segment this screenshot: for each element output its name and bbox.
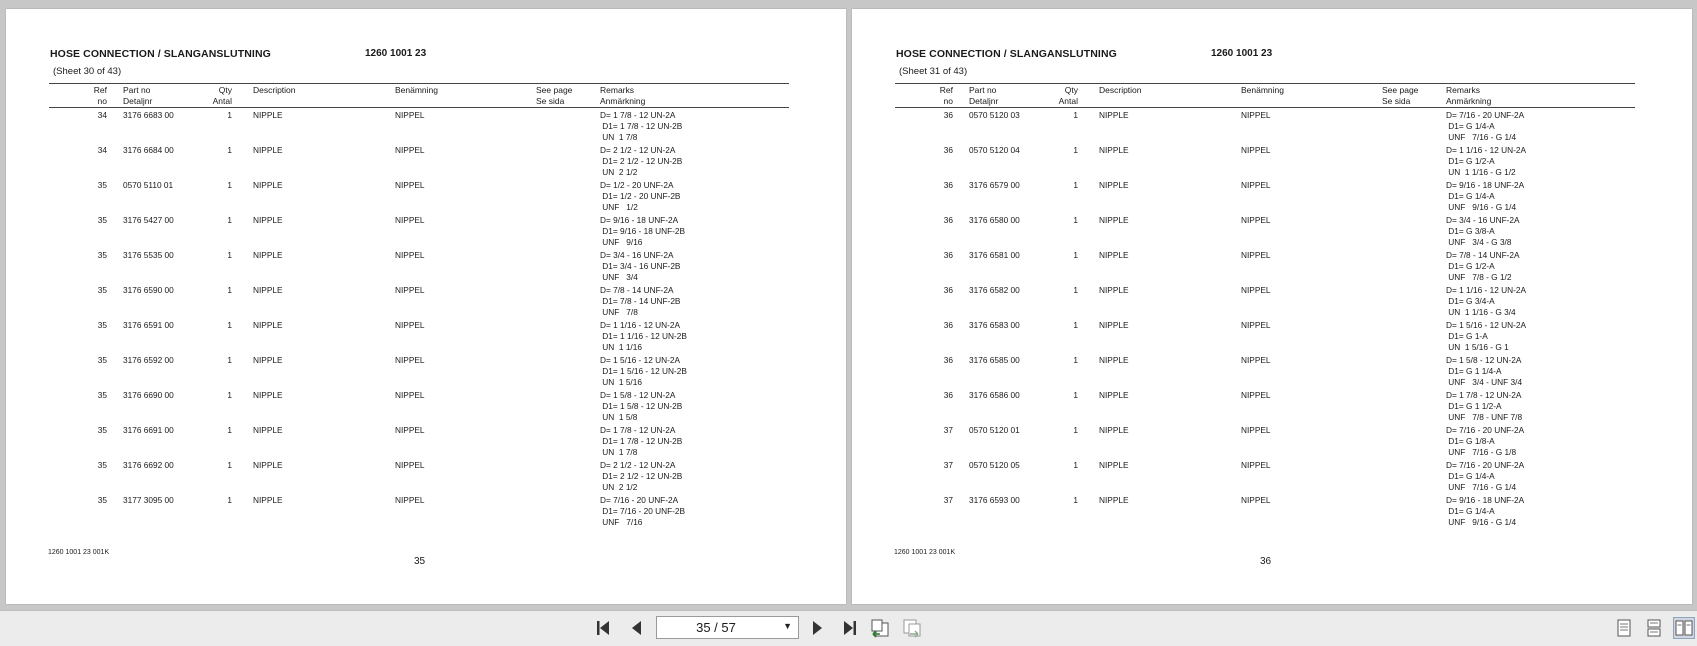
ref-no: 34 — [97, 110, 107, 120]
qty: 1 — [227, 180, 232, 190]
remarks: D= 7/16 - 20 UNF-2A D1= G 1/4-A UNF 7/16 - G 1/4 — [1446, 460, 1525, 492]
remarks: D= 2 1/2 - 12 UN-2A D1= 2 1/2 - 12 UN-2B UN 2 1/2 — [600, 145, 683, 177]
chevron-down-icon: ▼ — [783, 621, 792, 631]
part-no: 3176 6583 00 — [969, 320, 1020, 330]
header-top-rule — [895, 83, 1635, 84]
benamning: NIPPEL — [395, 285, 425, 295]
qty: 1 — [1073, 425, 1078, 435]
benamning: NIPPEL — [395, 145, 425, 155]
ref-no: 34 — [97, 145, 107, 155]
header-see-page: See page Se sida — [536, 85, 573, 106]
benamning: NIPPEL — [395, 215, 425, 225]
benamning: NIPPEL — [1241, 285, 1271, 295]
benamning: NIPPEL — [1241, 320, 1271, 330]
description: NIPPLE — [253, 320, 283, 330]
benamning: NIPPEL — [395, 390, 425, 400]
benamning: NIPPEL — [395, 250, 425, 260]
last-page-icon — [839, 620, 857, 636]
benamning: NIPPEL — [1241, 250, 1271, 260]
first-page-icon — [596, 620, 614, 636]
remarks: D= 1 5/16 - 12 UN-2A D1= G 1-A UN 1 5/16 - G 1 — [1446, 320, 1527, 352]
qty: 1 — [227, 355, 232, 365]
description: NIPPLE — [253, 215, 283, 225]
ref-no: 35 — [97, 425, 107, 435]
benamning: NIPPEL — [1241, 355, 1271, 365]
qty: 1 — [1073, 285, 1078, 295]
table-row — [6, 425, 846, 459]
ref-no: 35 — [97, 320, 107, 330]
part-no: 3176 6590 00 — [123, 285, 174, 295]
benamning: NIPPEL — [1241, 390, 1271, 400]
header-benamning: Benämning — [1241, 85, 1285, 95]
qty: 1 — [1073, 355, 1078, 365]
benamning: NIPPEL — [395, 460, 425, 470]
document-number: 1260 1001 23 — [365, 48, 427, 59]
ref-no: 35 — [97, 355, 107, 365]
part-no: 0570 5120 03 — [969, 110, 1020, 120]
benamning: NIPPEL — [1241, 145, 1271, 155]
part-no: 0570 5110 01 — [123, 180, 174, 190]
table-row — [852, 215, 1692, 249]
description: NIPPLE — [1099, 285, 1129, 295]
qty: 1 — [1073, 460, 1078, 470]
part-no: 3176 6684 00 — [123, 145, 174, 155]
remarks: D= 9/16 - 18 UNF-2A D1= 9/16 - 18 UNF-2B UNF 9/16 — [600, 215, 686, 247]
part-no: 3176 6593 00 — [969, 495, 1020, 505]
table-row — [6, 110, 846, 144]
description: NIPPLE — [1099, 425, 1129, 435]
part-no: 3176 6591 00 — [123, 320, 174, 330]
table-row — [6, 355, 846, 389]
ref-no: 35 — [97, 285, 107, 295]
table-row — [6, 285, 846, 319]
table-row — [852, 145, 1692, 179]
benamning: NIPPEL — [1241, 495, 1271, 505]
table-row — [6, 145, 846, 179]
description: NIPPLE — [1099, 390, 1129, 400]
table-row — [852, 355, 1692, 389]
ref-no: 35 — [97, 495, 107, 505]
part-no: 3176 6580 00 — [969, 215, 1020, 225]
description: NIPPLE — [1099, 355, 1129, 365]
previous-view-icon — [870, 618, 890, 638]
ref-no: 36 — [943, 390, 953, 400]
qty: 1 — [1073, 215, 1078, 225]
qty: 1 — [227, 145, 232, 155]
ref-no: 35 — [97, 250, 107, 260]
table-row — [6, 250, 846, 284]
part-no: 3176 6690 00 — [123, 390, 174, 400]
next-view-button[interactable] — [902, 618, 922, 638]
qty: 1 — [1073, 110, 1078, 120]
description: NIPPLE — [1099, 320, 1129, 330]
page-36 — [852, 9, 1692, 604]
benamning: NIPPEL — [395, 180, 425, 190]
ref-no: 36 — [943, 110, 953, 120]
part-no: 0570 5120 05 — [969, 460, 1020, 470]
remarks: D= 9/16 - 18 UNF-2A D1= G 1/4-A UNF 9/16 - G 1/4 — [1446, 180, 1525, 212]
table-row — [852, 320, 1692, 354]
continuous-scroll-view-icon — [1646, 619, 1662, 637]
header-bottom-rule — [895, 107, 1635, 108]
ref-no: 35 — [97, 215, 107, 225]
table-row — [6, 460, 846, 494]
header-part-no: Part no Detaljnr — [969, 85, 999, 106]
benamning: NIPPEL — [1241, 460, 1271, 470]
ref-no: 36 — [943, 355, 953, 365]
part-no: 3176 6692 00 — [123, 460, 174, 470]
remarks: D= 2 1/2 - 12 UN-2A D1= 2 1/2 - 12 UN-2B UN 2 1/2 — [600, 460, 683, 492]
single-page-view-icon — [1616, 619, 1632, 637]
next-view-icon — [902, 618, 922, 638]
header-qty: Qty Antal — [1058, 85, 1078, 106]
page-title: HOSE CONNECTION / SLANGANSLUTNING — [896, 48, 1117, 60]
header-bottom-rule — [49, 107, 789, 108]
table-row — [6, 495, 846, 529]
last-page-button[interactable] — [838, 618, 858, 638]
footer-code: 1260 1001 23 001K — [894, 549, 956, 556]
remarks: D= 1 7/8 - 12 UN-2A D1= G 1 1/2-A UNF 7/8 - UNF 7/8 — [1446, 390, 1523, 422]
qty: 1 — [227, 320, 232, 330]
sheet-info: (Sheet 30 of 43) — [53, 66, 122, 77]
remarks: D= 1/2 - 20 UNF-2A D1= 1/2 - 20 UNF-2B UNF 1/2 — [600, 180, 681, 212]
remarks: D= 3/4 - 16 UNF-2A D1= 3/4 - 16 UNF-2B UNF 3/4 — [600, 250, 681, 282]
qty: 1 — [1073, 390, 1078, 400]
page-title: HOSE CONNECTION / SLANGANSLUTNING — [50, 48, 271, 60]
page-35 — [6, 9, 846, 604]
table-row — [852, 250, 1692, 284]
description: NIPPLE — [1099, 145, 1129, 155]
page-number-select[interactable] — [656, 616, 799, 639]
ref-no: 36 — [943, 180, 953, 190]
remarks: D= 1 5/16 - 12 UN-2A D1= 1 5/16 - 12 UN-2B UN 1 5/16 — [600, 355, 687, 387]
first-page-button[interactable] — [595, 618, 615, 638]
ref-no: 37 — [943, 460, 953, 470]
table-row — [852, 180, 1692, 214]
part-no: 3176 5427 00 — [123, 215, 174, 225]
qty: 1 — [1073, 145, 1078, 155]
remarks: D= 7/16 - 20 UNF-2A D1= G 1/8-A UNF 7/16 - G 1/8 — [1446, 425, 1525, 457]
remarks: D= 1 1/16 - 12 UN-2A D1= G 3/4-A UN 1 1/16 - G 3/4 — [1446, 285, 1527, 317]
qty: 1 — [227, 250, 232, 260]
previous-view-button[interactable] — [870, 618, 890, 638]
ref-no: 36 — [943, 285, 953, 295]
benamning: NIPPEL — [1241, 110, 1271, 120]
page-number: 36 — [1260, 556, 1272, 567]
qty: 1 — [1073, 250, 1078, 260]
description: NIPPLE — [253, 460, 283, 470]
table-row — [852, 110, 1692, 144]
remarks: D= 3/4 - 16 UNF-2A D1= G 3/8-A UNF 3/4 - G 3/8 — [1446, 215, 1520, 247]
ref-no: 36 — [943, 250, 953, 260]
description: NIPPLE — [253, 250, 283, 260]
part-no: 0570 5120 04 — [969, 145, 1020, 155]
benamning: NIPPEL — [395, 320, 425, 330]
page-indicator: 35 / 57 — [696, 620, 736, 635]
two-page-view-icon — [1675, 619, 1693, 637]
qty: 1 — [1073, 320, 1078, 330]
table-row — [6, 390, 846, 424]
table-row — [6, 320, 846, 354]
remarks: D= 1 5/8 - 12 UN-2A D1= G 1 1/4-A UNF 3/4 - UNF 3/4 — [1446, 355, 1523, 387]
ref-no: 37 — [943, 495, 953, 505]
ref-no: 36 — [943, 320, 953, 330]
header-benamning: Benämning — [395, 85, 439, 95]
table-row — [6, 180, 846, 214]
qty: 1 — [227, 495, 232, 505]
benamning: NIPPEL — [395, 425, 425, 435]
remarks: D= 7/8 - 14 UNF-2A D1= G 1/2-A UNF 7/8 - G 1/2 — [1446, 250, 1520, 282]
part-no: 3176 6582 00 — [969, 285, 1020, 295]
part-no: 3176 6585 00 — [969, 355, 1020, 365]
qty: 1 — [1073, 495, 1078, 505]
ref-no: 36 — [943, 215, 953, 225]
remarks: D= 9/16 - 18 UNF-2A D1= G 1/4-A UNF 9/16 - G 1/4 — [1446, 495, 1525, 527]
remarks: D= 1 7/8 - 12 UN-2A D1= 1 7/8 - 12 UN-2B UN 1 7/8 — [600, 110, 683, 142]
description: NIPPLE — [1099, 250, 1129, 260]
remarks: D= 1 1/16 - 12 UN-2A D1= 1 1/16 - 12 UN-2B UN 1 1/16 — [600, 320, 687, 352]
table-row — [852, 460, 1692, 494]
navigation-toolbar — [0, 610, 1697, 646]
benamning: NIPPEL — [395, 495, 425, 505]
ref-no: 36 — [943, 145, 953, 155]
part-no: 3176 6586 00 — [969, 390, 1020, 400]
qty: 1 — [227, 215, 232, 225]
two-page-view-button[interactable] — [1673, 617, 1695, 639]
part-no: 0570 5120 01 — [969, 425, 1020, 435]
description: NIPPLE — [253, 390, 283, 400]
part-no: 3177 3095 00 — [123, 495, 174, 505]
description: NIPPLE — [253, 110, 283, 120]
table-row — [6, 215, 846, 249]
description: NIPPLE — [1099, 495, 1129, 505]
part-no: 3176 6683 00 — [123, 110, 174, 120]
header-top-rule — [49, 83, 789, 84]
continuous-view-button[interactable] — [1643, 617, 1665, 639]
description: NIPPLE — [1099, 110, 1129, 120]
remarks: D= 1 1/16 - 12 UN-2A D1= G 1/2-A UN 1 1/16 - G 1/2 — [1446, 145, 1527, 177]
header-part-no: Part no Detaljnr — [123, 85, 153, 106]
document-number: 1260 1001 23 — [1211, 48, 1273, 59]
page-number: 35 — [414, 556, 426, 567]
remarks: D= 1 5/8 - 12 UN-2A D1= 1 5/8 - 12 UN-2B UN 1 5/8 — [600, 390, 683, 422]
description: NIPPLE — [253, 355, 283, 365]
header-ref: Ref no — [939, 85, 953, 106]
sheet-info: (Sheet 31 of 43) — [899, 66, 968, 77]
table-row — [852, 425, 1692, 459]
benamning: NIPPEL — [1241, 180, 1271, 190]
qty: 1 — [1073, 180, 1078, 190]
previous-page-button[interactable] — [627, 618, 647, 638]
header-remarks: Remarks Anmärkning — [1446, 85, 1492, 106]
description: NIPPLE — [1099, 460, 1129, 470]
ref-no: 37 — [943, 425, 953, 435]
description: NIPPLE — [253, 285, 283, 295]
footer-code: 1260 1001 23 001K — [48, 549, 110, 556]
header-qty: Qty Antal — [212, 85, 232, 106]
ref-no: 35 — [97, 180, 107, 190]
ref-no: 35 — [97, 460, 107, 470]
qty: 1 — [227, 425, 232, 435]
benamning: NIPPEL — [1241, 215, 1271, 225]
qty: 1 — [227, 460, 232, 470]
remarks: D= 7/16 - 20 UNF-2A D1= 7/16 - 20 UNF-2B UNF 7/16 — [600, 495, 686, 527]
part-no: 3176 5535 00 — [123, 250, 174, 260]
header-remarks: Remarks Anmärkning — [600, 85, 646, 106]
benamning: NIPPEL — [395, 355, 425, 365]
table-row — [852, 390, 1692, 424]
description: NIPPLE — [1099, 215, 1129, 225]
header-description: Description — [253, 85, 296, 95]
description: NIPPLE — [1099, 180, 1129, 190]
remarks: D= 7/16 - 20 UNF-2A D1= G 1/4-A UNF 7/16 - G 1/4 — [1446, 110, 1525, 142]
next-page-icon — [810, 620, 824, 636]
single-page-view-button[interactable] — [1613, 617, 1635, 639]
benamning: NIPPEL — [1241, 425, 1271, 435]
part-no: 3176 6691 00 — [123, 425, 174, 435]
ref-no: 35 — [97, 390, 107, 400]
next-page-button[interactable] — [807, 618, 827, 638]
table-row — [852, 285, 1692, 319]
previous-page-icon — [630, 620, 644, 636]
remarks: D= 7/8 - 14 UNF-2A D1= 7/8 - 14 UNF-2B UNF 7/8 — [600, 285, 681, 317]
part-no: 3176 6579 00 — [969, 180, 1020, 190]
remarks: D= 1 7/8 - 12 UN-2A D1= 1 7/8 - 12 UN-2B UN 1 7/8 — [600, 425, 683, 457]
description: NIPPLE — [253, 145, 283, 155]
qty: 1 — [227, 110, 232, 120]
description: NIPPLE — [253, 495, 283, 505]
part-no: 3176 6592 00 — [123, 355, 174, 365]
qty: 1 — [227, 390, 232, 400]
table-row — [852, 495, 1692, 529]
description: NIPPLE — [253, 425, 283, 435]
description: NIPPLE — [253, 180, 283, 190]
header-ref: Ref no — [93, 85, 107, 106]
benamning: NIPPEL — [395, 110, 425, 120]
qty: 1 — [227, 285, 232, 295]
header-description: Description — [1099, 85, 1142, 95]
header-see-page: See page Se sida — [1382, 85, 1419, 106]
part-no: 3176 6581 00 — [969, 250, 1020, 260]
